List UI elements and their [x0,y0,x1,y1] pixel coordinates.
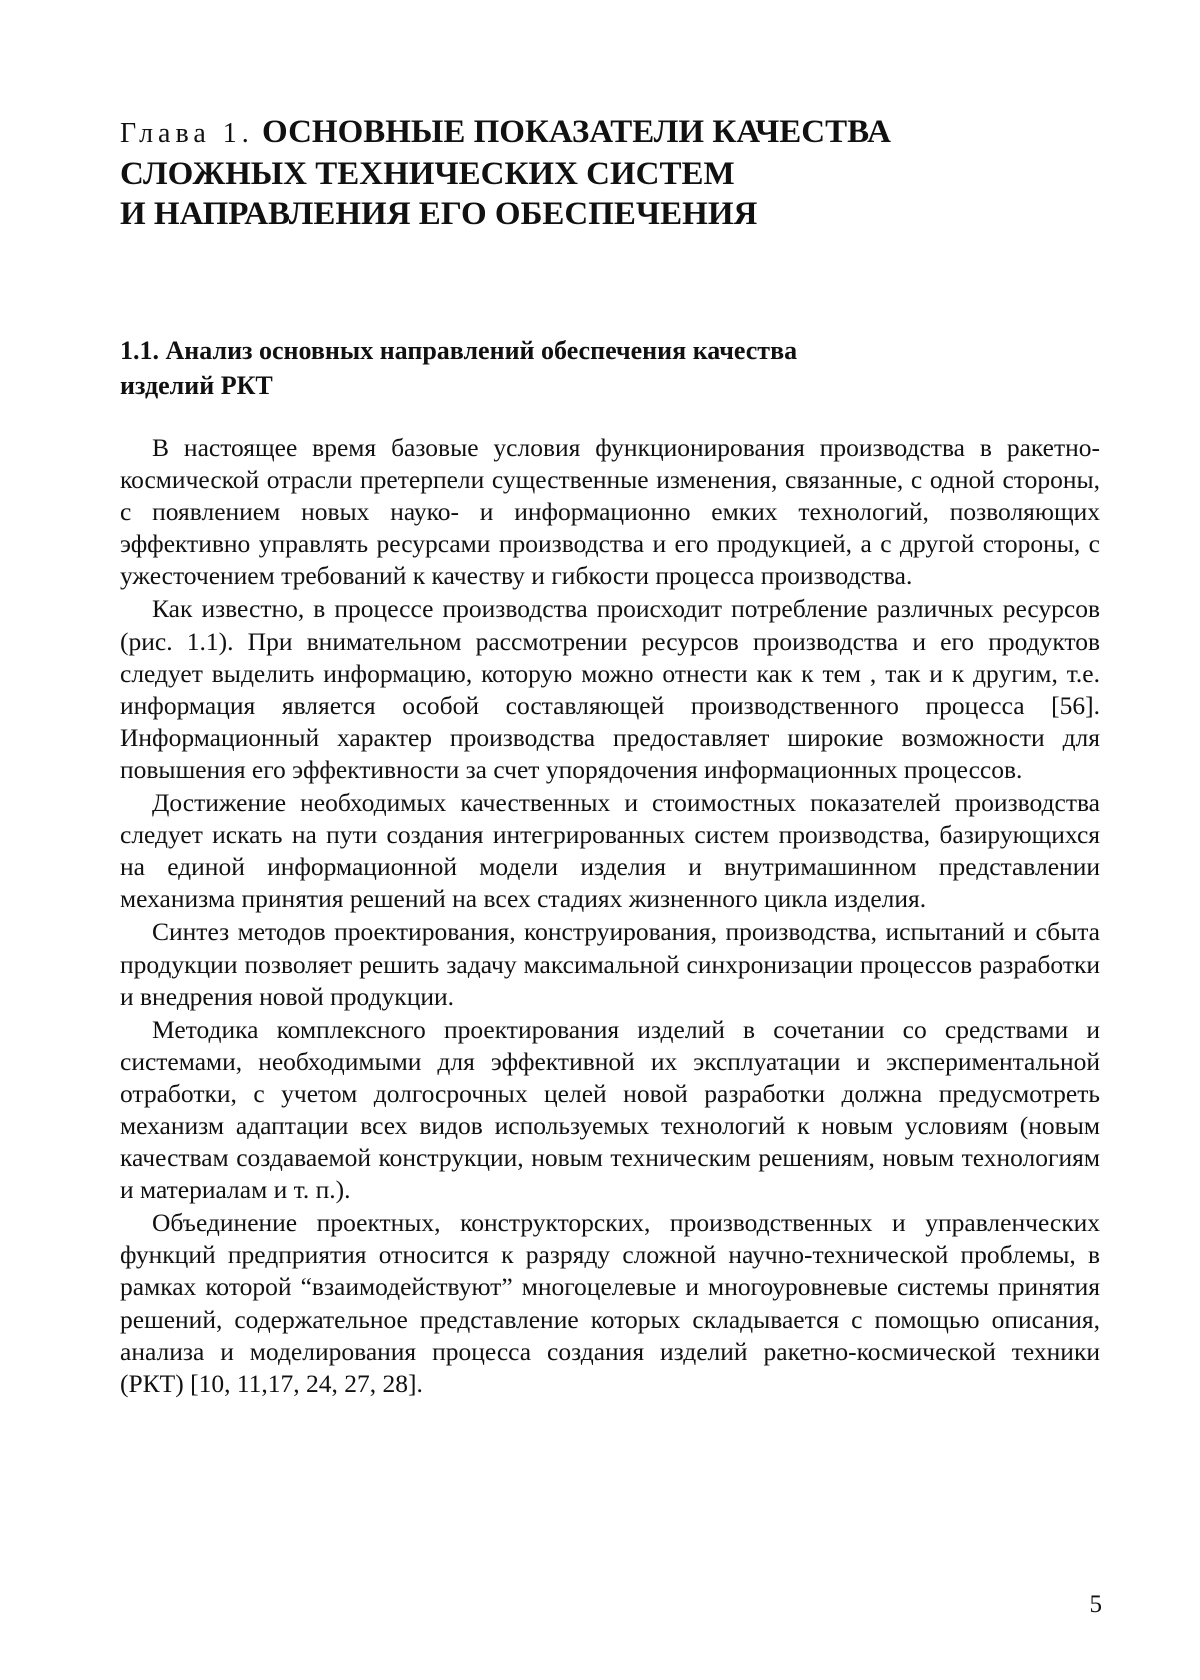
chapter-title-line-2: СЛОЖНЫХ ТЕХНИЧЕСКИХ СИСТЕМ [120,156,735,192]
body-text [120,432,1100,1401]
section-heading [120,333,1080,403]
chapter-title-line-1: ОСНОВНЫЕ ПОКАЗАТЕЛИ КАЧЕСТВА [262,114,891,150]
chapter-label: Глава 1. [120,118,254,149]
section-title-line-2: изделий РКТ [120,371,273,400]
paragraph: Объединение проектных, конструкторских, производственных и управленческих функций предприятия относится к разряду сложной научно-технической проблемы, в рамках которой “взаимодействуют” многоцелевые и многоуровневые системы принятия решений, содержательное представление которых складывается с помощью описания, анализа и моделирования процесса создания изделий ракетно-космической техники (РКТ) [10, 11,17, 24, 27, 28]. [120,1208,1100,1398]
paragraph: Методика комплексного проектирования изделий в сочетании со средствами и системами, необходимыми для эффективной их эксплуатации и экспериментальной отработки, с учетом долгосрочных целей новой разработки должна предусмотреть механизм адаптации всех видов используемых технологий к новым условиям (новым качествам создаваемой конструкции, новым техническим решениям, новым технологиям и материалам и т. п.). [120,1014,1100,1205]
paragraph: Достижение необходимых качественных и стоимостных показателей производства следует искать на пути создания интегрированных систем производства, базирующихся на единой информационной модели изделия и внутримашинном представлении механизма принятия решений на всех стадиях жизненного цикла изделия. [120,788,1100,914]
paragraph: Как известно, в процессе производства происходит потребление различных ресурсов (рис. 1.1). При внимательном рассмотрении ресурсов производства и его продуктов следует выделить информацию, которую можно отнести как к тем , так и к другим, т.е. информация является особой составляющей производственного процесса [56]. Информационный характер производства предоставляет широкие возможности для повышения его эффективности за счет упорядочения информационных процессов. [120,594,1100,784]
chapter-title-line-3: И НАПРАВЛЕНИЯ ЕГО ОБЕСПЕЧЕНИЯ [120,196,758,232]
paragraph: В настоящее время базовые условия функционирования производства в ракетно-космической отрасли претерпели существенные изменения, связанные, с одной стороны, с появлением новых науко- и информационно емких технологий, позволяющих эффективно управлять ресурсами производства и его продукцией, а с другой стороны, с ужесточением требований к качеству и гибкости процесса производства. [120,433,1100,591]
page-number: 5 [1089,1591,1102,1618]
section-title-line-1: 1.1. Анализ основных направлений обеспечения качества [120,336,798,365]
paragraph: Синтез методов проектирования, конструирования, производства, испытаний и сбыта продукции позволяет решить задачу максимальной синхронизации процессов разработки и внедрения новой продукции. [120,917,1100,1011]
chapter-heading [120,112,1080,234]
chapter-heading-line-1 [120,112,1080,154]
